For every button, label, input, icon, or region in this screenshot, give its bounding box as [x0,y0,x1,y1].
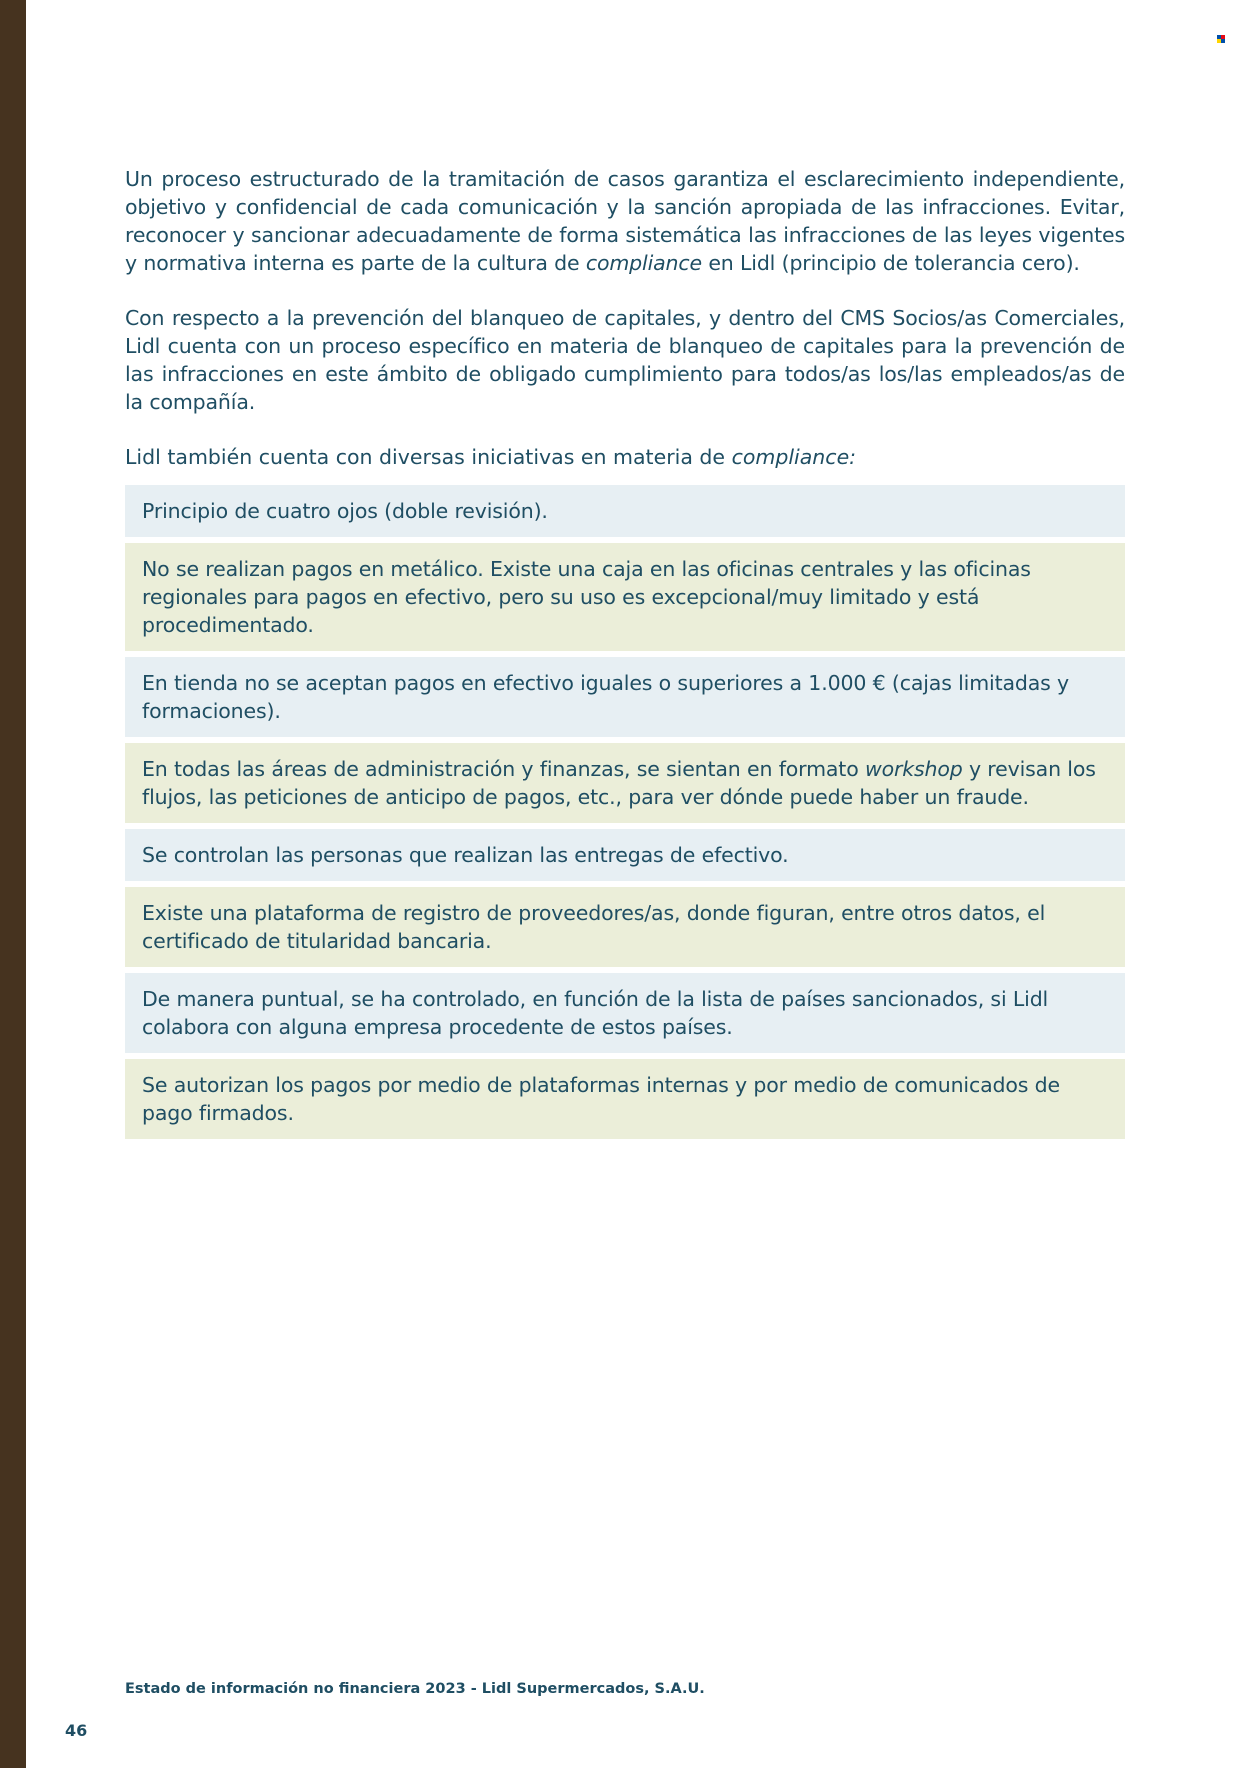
list-item: En tienda no se aceptan pagos en efectivo iguales o superiores a 1.000 € (cajas limitadas y formaciones). [125,657,1125,737]
lidl-logo-icon [1217,35,1225,43]
emphasis-workshop: workshop [864,757,963,781]
paragraph-money-laundering: Con respecto a la prevención del blanqueo de capitales, y dentro del CMS Socios/as Comerciales, Lidl cuenta con un proceso específico en materia de blanqueo de capitales para la prevención de las infracciones en este ámbito de obligado cumplimiento para todos/as los/las empleados/as de la compañía. [125,306,1125,414]
footer-title: Estado de información no financiera 2023 - Lidl Supermercados, S.A.U. [125,1681,705,1697]
list-item: Se controlan las personas que realizan las entregas de efectivo. [125,829,1125,881]
main-content [125,165,1125,1145]
emphasis-compliance: compliance [585,251,702,275]
list-item: De manera puntual, se ha controlado, en función de la lista de países sancionados, si Lidl colabora con alguna empresa procedente de estos países. [125,973,1125,1053]
paragraph-case-handling: Un proceso estructurado de la tramitación de casos garantiza el esclarecimiento independiente, objetivo y confidencial de cada comunicación y la sanción apropiada de las infracciones. Evitar, reconocer y sancionar adecuadamente de forma sistemática las infracciones de las leyes vigentes y normativa interna es parte de la cultura de compliance en Lidl (principio de tolerancia cero). [125,167,1125,275]
list-item: Principio de cuatro ojos (doble revisión). [125,485,1125,537]
initiatives-intro: Lidl también cuenta con diversas iniciativas en materia de compliance: [125,445,857,469]
list-item: Se autorizan los pagos por medio de plataformas internas y por medio de comunicados de pago firmados. [125,1059,1125,1139]
list-item: No se realizan pagos en metálico. Existe una caja en las oficinas centrales y las oficinas regionales para pagos en efectivo, pero su uso es excepcional/muy limitado y está procedimentado. [125,543,1125,651]
side-bar [0,0,26,1768]
emphasis-compliance: compliance: [731,445,857,469]
list-item: En todas las áreas de administración y finanzas, se sientan en formato workshop y revisan los flujos, las peticiones de anticipo de pagos, etc., para ver dónde puede haber un fraude. [125,743,1125,823]
initiatives-list [125,485,1125,1139]
page-number: 46 [65,1721,88,1740]
list-item: Existe una plataforma de registro de proveedores/as, donde figuran, entre otros datos, el certificado de titularidad bancaria. [125,887,1125,967]
